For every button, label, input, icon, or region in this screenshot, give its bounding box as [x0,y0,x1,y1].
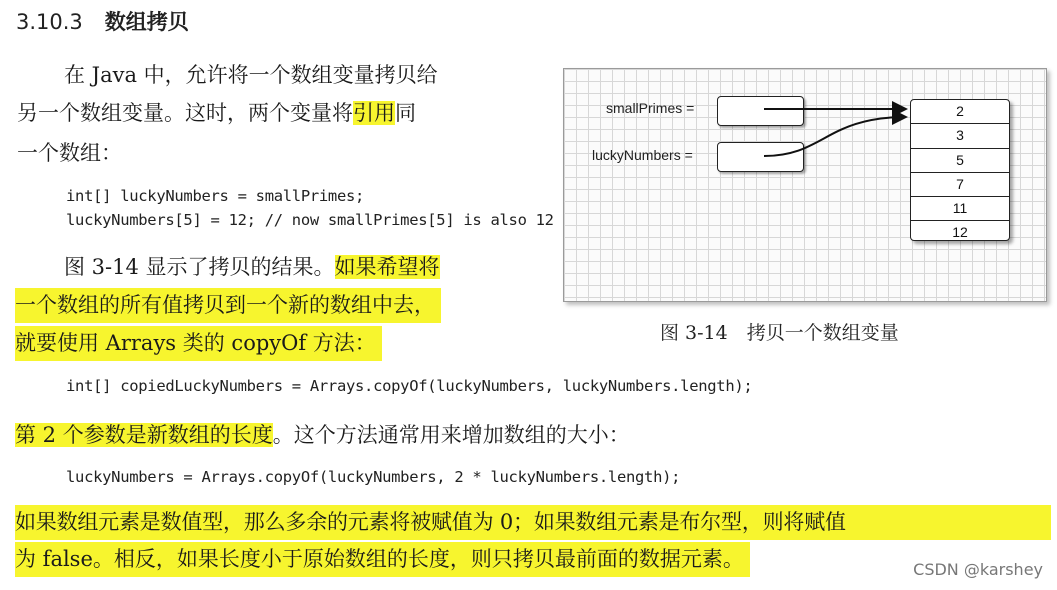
para3-text: 。这个方法通常用来增加数组的大小： [272,423,630,447]
arrow-lucky-numbers [764,117,906,156]
array-cell: 11 [911,197,1009,221]
para1-line2 [17,96,416,131]
code3: luckyNumbers = Arrays.copyOf(luckyNumbers, 2 * luckyNumbers.length); [66,468,681,486]
label-lucky-numbers: luckyNumbers = [592,147,693,163]
section-heading [16,6,189,36]
para1-line3: 一个数组： [17,141,122,165]
label-small-primes: smallPrimes = [606,100,695,116]
para4-line1: 如果数组元素是数值型，那么多余的元素将被赋值为 0；如果数组元素是布尔型，则将赋值 [15,505,1051,540]
para3-highlight: 第 2 个参数是新数组的长度 [15,423,273,447]
para1-line2-text: 另一个数组变量。这时，两个变量将 [17,101,353,125]
array-box [910,99,1010,241]
section-title: 数组拷贝 [104,10,189,34]
para2-line3: 就要使用 Arrays 类的 copyOf 方法： [15,326,382,361]
csdn-watermark: CSDN @karshey [913,560,1043,579]
array-cell: 12 [952,224,968,241]
para3 [15,418,630,453]
para2-line1 [64,250,440,285]
para1-line2-end: 同 [395,101,416,125]
para2-line1-text: 图 3-14 显示了拷贝的结果。 [64,255,335,279]
para4-line2: 为 false。相反，如果长度小于原始数组的长度，则只拷贝最前面的数据元素。 [15,542,750,577]
code1-line1: int[] luckyNumbers = smallPrimes; [66,187,365,205]
para2-line2: 一个数组的所有值拷贝到一个新的数组中去， [15,288,441,323]
array-copy-figure [563,68,1047,302]
highlight-yinyong: 引用 [353,101,395,125]
array-cell: 5 [911,149,1009,173]
para2-line1-highlight: 如果希望将 [334,255,440,279]
figure-caption: 图 3-14 拷贝一个数组变量 [660,322,899,344]
array-cell: 3 [911,124,1009,148]
array-cell: 2 [911,100,1009,124]
section-number: 3.10.3 [16,10,83,34]
array-cell: 7 [911,173,1009,197]
code2: int[] copiedLuckyNumbers = Arrays.copyOf(luckyNumbers, luckyNumbers.length); [66,377,753,395]
code1-line2: luckyNumbers[5] = 12; // now smallPrimes[5] is also 12 [66,211,554,229]
para1-line1: 在 Java 中，允许将一个数组变量拷贝给 [64,63,438,87]
